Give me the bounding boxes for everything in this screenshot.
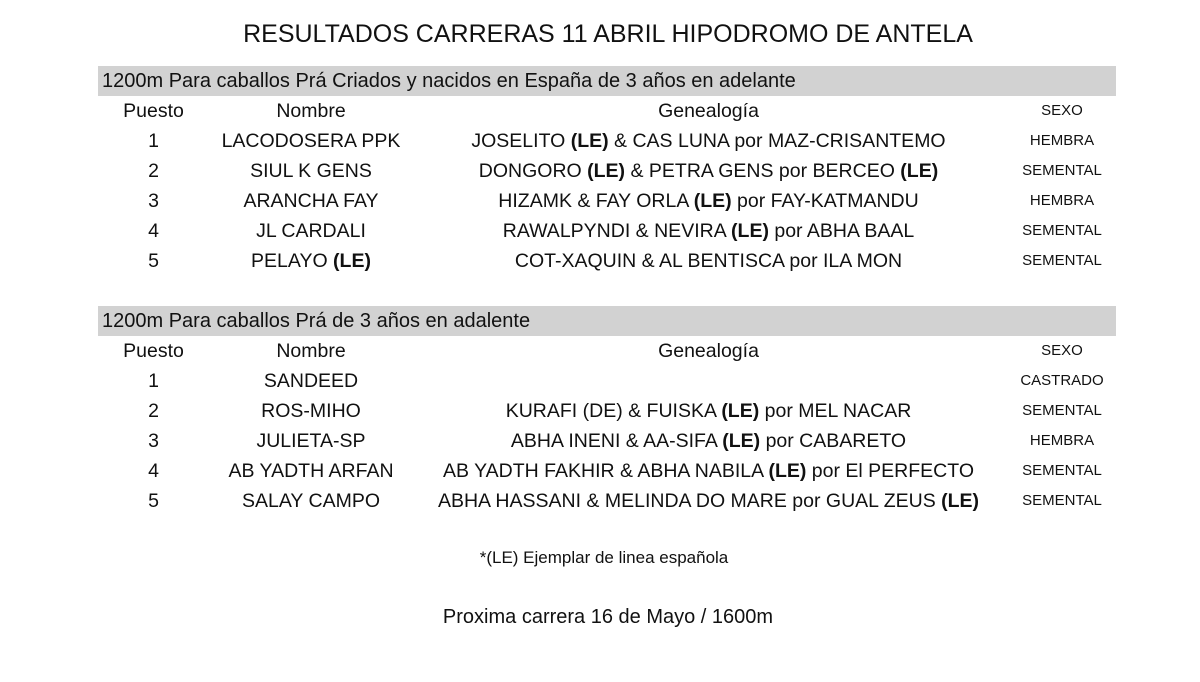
horse-name-cell bbox=[211, 186, 411, 216]
column-header-row bbox=[98, 336, 1116, 366]
col-header-position: Puesto bbox=[123, 340, 184, 362]
page-title: RESULTADOS CARRERAS 11 ABRIL HIPODROMO DE ANTELA bbox=[243, 20, 973, 48]
genealogy-cell bbox=[411, 396, 1006, 426]
sex-cell: HEMBRA bbox=[1029, 132, 1095, 149]
genealogy-cell bbox=[411, 156, 1006, 186]
name-text: SANDEED bbox=[263, 370, 359, 392]
horse-name-cell bbox=[211, 456, 411, 486]
column-header-row bbox=[98, 96, 1116, 126]
race-results-2 bbox=[98, 306, 1116, 516]
genealogy-cell bbox=[411, 456, 1006, 486]
genealogy-text: por MEL NACAR bbox=[759, 400, 912, 422]
le-marker: (LE) bbox=[721, 400, 760, 422]
le-marker: (LE) bbox=[693, 190, 732, 212]
genealogy-cell bbox=[411, 186, 1006, 216]
sex-cell: SEMENTAL bbox=[1022, 462, 1102, 479]
sex-cell: SEMENTAL bbox=[1022, 222, 1102, 239]
position-cell: 3 bbox=[148, 430, 159, 452]
col-header-position: Puesto bbox=[123, 100, 184, 122]
col-header-genealogy: Genealogía bbox=[658, 100, 759, 122]
next-race-notice: Proxima carrera 16 de Mayo / 1600m bbox=[442, 606, 774, 628]
result-row bbox=[98, 216, 1116, 246]
name-text: PELAYO bbox=[251, 250, 334, 272]
result-row bbox=[98, 126, 1116, 156]
sex-cell: HEMBRA bbox=[1029, 432, 1095, 449]
genealogy-cell bbox=[411, 426, 1006, 456]
horse-name-cell bbox=[211, 126, 411, 156]
result-row bbox=[98, 486, 1116, 516]
genealogy-text: ABHA HASSANI & MELINDA DO MARE por GUAL ZEUS bbox=[437, 490, 942, 512]
genealogy-cell bbox=[411, 216, 1006, 246]
le-marker: (LE) bbox=[941, 490, 980, 512]
col-header-sex: SEXO bbox=[1041, 342, 1083, 359]
genealogy-text: KURAFI (DE) & FUISKA bbox=[505, 400, 722, 422]
position-cell: 1 bbox=[148, 130, 159, 152]
horse-name-cell bbox=[211, 426, 411, 456]
genealogy-text: & CAS LUNA por MAZ-CRISANTEMO bbox=[608, 130, 946, 152]
horse-name-cell bbox=[211, 366, 411, 396]
genealogy-text: COT-XAQUIN & AL BENTISCA por ILA MON bbox=[514, 250, 903, 272]
result-row bbox=[98, 186, 1116, 216]
genealogy-text: RAWALPYNDI & NEVIRA bbox=[502, 220, 732, 242]
genealogy-text: por El PERFECTO bbox=[806, 460, 974, 482]
genealogy-cell bbox=[411, 126, 1006, 156]
result-row bbox=[98, 366, 1116, 396]
genealogy-text: HIZAMK & FAY ORLA bbox=[498, 190, 694, 212]
footnote: *(LE) Ejemplar de linea española bbox=[479, 548, 729, 567]
name-text: ROS-MIHO bbox=[261, 400, 361, 422]
col-header-sex: SEXO bbox=[1041, 102, 1083, 119]
col-header-name: Nombre bbox=[276, 340, 346, 362]
result-row bbox=[98, 246, 1116, 276]
position-cell: 5 bbox=[148, 490, 159, 512]
le-marker: (LE) bbox=[768, 460, 807, 482]
name-text: ARANCHA FAY bbox=[243, 190, 379, 212]
sex-cell: SEMENTAL bbox=[1022, 252, 1102, 269]
genealogy-cell bbox=[411, 246, 1006, 276]
le-marker: (LE) bbox=[570, 130, 609, 152]
position-cell: 4 bbox=[148, 460, 159, 482]
result-row bbox=[98, 396, 1116, 426]
le-marker: (LE) bbox=[731, 220, 769, 242]
col-header-genealogy: Genealogía bbox=[658, 340, 759, 362]
race-results-1 bbox=[98, 66, 1116, 276]
horse-name-cell bbox=[211, 486, 411, 516]
le-marker: (LE) bbox=[333, 250, 371, 272]
sex-cell: HEMBRA bbox=[1029, 192, 1095, 209]
horse-name-cell bbox=[211, 396, 411, 426]
position-cell: 5 bbox=[148, 250, 159, 272]
genealogy-text: ABHA INENI & AA-SIFA bbox=[510, 430, 723, 452]
position-cell: 2 bbox=[148, 160, 159, 182]
sex-cell: SEMENTAL bbox=[1022, 402, 1102, 419]
genealogy-text: por FAY-KATMANDU bbox=[731, 190, 919, 212]
position-cell: 4 bbox=[148, 220, 159, 242]
genealogy-text: JOSELITO bbox=[471, 130, 571, 152]
name-text: JL CARDALI bbox=[256, 220, 366, 242]
sex-cell: CASTRADO bbox=[1020, 372, 1104, 389]
le-marker: (LE) bbox=[722, 430, 761, 452]
result-row bbox=[98, 426, 1116, 456]
genealogy-text: por CABARETO bbox=[760, 430, 907, 452]
sex-cell: SEMENTAL bbox=[1022, 492, 1102, 509]
horse-name-cell bbox=[211, 246, 411, 276]
position-cell: 3 bbox=[148, 190, 159, 212]
name-text: JULIETA-SP bbox=[256, 430, 366, 452]
horse-name-cell bbox=[211, 216, 411, 246]
le-marker: (LE) bbox=[587, 160, 626, 182]
genealogy-text: & PETRA GENS por BERCEO bbox=[625, 160, 901, 182]
name-text: SIUL K GENS bbox=[250, 160, 372, 182]
name-text: SALAY CAMPO bbox=[242, 490, 380, 512]
sex-cell: SEMENTAL bbox=[1022, 162, 1102, 179]
position-cell: 1 bbox=[148, 370, 159, 392]
result-row bbox=[98, 156, 1116, 186]
race-heading: 1200m Para caballos Prá de 3 años en adalente bbox=[98, 306, 1116, 336]
position-cell: 2 bbox=[148, 400, 159, 422]
horse-name-cell bbox=[211, 156, 411, 186]
genealogy-text: por ABHA BAAL bbox=[768, 220, 915, 242]
race-heading: 1200m Para caballos Prá Criados y nacidos en España de 3 años en adelante bbox=[98, 66, 1116, 96]
name-text: LACODOSERA PPK bbox=[221, 130, 401, 152]
name-text: AB YADTH ARFAN bbox=[228, 460, 394, 482]
le-marker: (LE) bbox=[900, 160, 939, 182]
result-row bbox=[98, 456, 1116, 486]
genealogy-text: DONGORO bbox=[478, 160, 588, 182]
genealogy-cell bbox=[411, 486, 1006, 516]
genealogy-text: AB YADTH FAKHIR & ABHA NABILA bbox=[443, 460, 769, 482]
col-header-name: Nombre bbox=[276, 100, 346, 122]
